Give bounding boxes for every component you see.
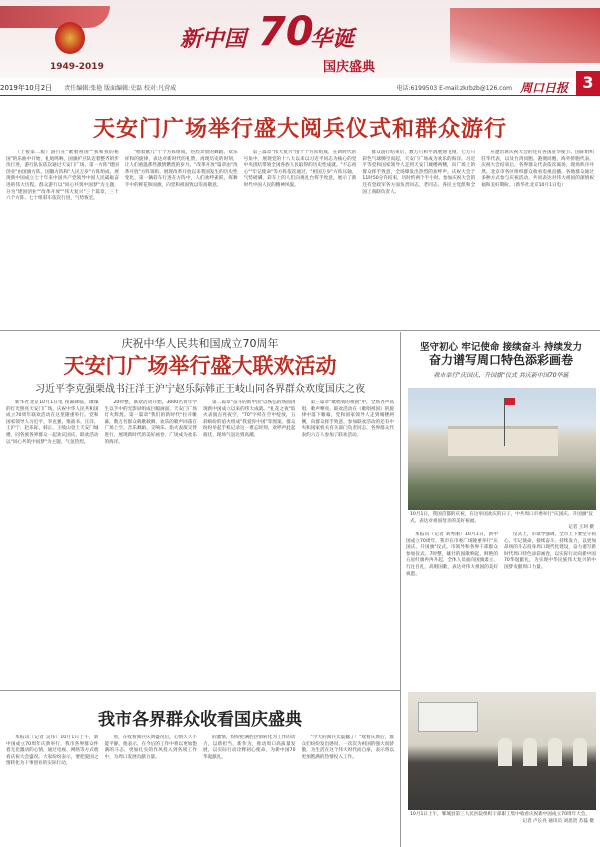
- page-number: 3: [576, 71, 600, 95]
- dateline: [0, 73, 600, 96]
- story4-column: 本报讯（记者 吴伟）10月1日上午，新中国成立70周年庆典举行，我市各界群众怀着无比激动的心情，通过电视、网络等方式收看庆祝大会盛况。大家纷纷表示，要把爱国之情转化为干事创业的实际行动。: [6, 735, 99, 767]
- story2-column: 20时整，联欢活动开始。3000名青年学生以手中的光影屏组成巨幅画面，天安门广场灯火辉煌。第一篇章"我们的新时代"拉开帷幕，数万名群众载歌载舞，欢乐的歌声回荡在广场上空。音乐舞蹈、交响乐、焰火表演交替进行，展现新时代的美好画卷，广场成为欢乐的海洋。: [104, 400, 197, 445]
- story1-column: 群众游行结束后，数万只和平鸽展翅飞翔，七万只彩色气球腾空而起，天安门广场成为欢乐的海洋。习近平等党和国家领导人走到天安门城楼两侧，向广场上的群众挥手致意，全场爆发出热烈的欢呼声。庆祝大会于11时50分许结束，历时约两个半小时。参加庆祝大会的还有党政军各方面负责同志，老同志，各民主党派和全国工商联负责人。: [362, 150, 476, 195]
- contact-info: 电话:6199503 E-mail:zkrbzb@126.com: [396, 85, 512, 92]
- banner-title-left: 新中国: [180, 27, 247, 52]
- story3-headline-line2: 奋力谱写周口特色添彩画卷: [428, 353, 573, 367]
- story4-column: 的激情，纷纷把满腔热情转化为工作的动力，以新担当、新作为，推动周口高质量发展，以实际行动诠释初心使命，为新中国70华诞献礼。: [203, 735, 296, 760]
- story3-subhead: 我市举行"庆国庆、升国旗"仪式 共庆新中国70华诞: [433, 372, 569, 379]
- story3-photo-caption: [410, 512, 594, 532]
- story1-column: 应邀出席庆祝大会的还有各国驻华使节、国际组织驻华代表，以及台湾同胞、港澳同胞、海外侨胞代表。庆祝大会结束后，各界群众代表依次离场，现场秩序井然。北京市各区组织群众收看电视直播，各地群众通过多种方式参与庆祝活动，共同表达对伟大祖国的深情祝福和美好期盼。（新华社北京10月1日电）: [481, 150, 594, 188]
- story2-column: 第三篇章"歌唱我的祖国"中，全场齐声高唱，歌声嘹亮。联欢活动在《歌唱祖国》的旋律中落下帷幕，党和国家领导人走到城楼两侧，向群众挥手致意。参加联欢活动的还有中央和国家机关有关部门负责同志，各界群众代表约六万人参加了联欢活动。: [301, 400, 394, 438]
- story2-column: 新华社北京10月1日电 夜幕降临，璀璨的灯光照亮天安门广场。庆祝中华人民共和国成立70周年联欢活动在这里隆重举行。党和国家领导人习近平、李克强、栗战书、汪洋、王沪宁、赵乐际、韩正、王岐山登上天安门城楼，同各族各界群众一起欢庆国庆。联欢活动以"同心共筑中国梦"为主题，气氛热烈。: [6, 400, 99, 445]
- story3-headline: [402, 342, 600, 366]
- flag-raising-photo: [408, 388, 596, 510]
- story3-body: [406, 532, 596, 687]
- masthead-banner: [0, 0, 600, 78]
- story4-photo-caption: [410, 812, 594, 825]
- story2-column: 第二篇章"奋斗的新中国"以恢弘的场面再现新中国成立以来的伟大成就。"礼花之夜"焰火表演点亮夜空，"70"字样在空中绽放，五彩缤纷的焰火组成"我爱你中国"等图案。群众纷纷举起手机记录这一难忘时刻，欢呼声此起彼伏，现场气氛达到高潮。: [203, 400, 296, 438]
- story3-headline-line1: 坚守初心 牢记使命 接续奋斗 持续发力: [420, 342, 582, 353]
- national-emblem-icon: [55, 22, 85, 54]
- tv-screen: [418, 702, 478, 732]
- divider: [0, 330, 600, 331]
- story2-subhead: 习近平李克强栗战书汪洋王沪宁赵乐际韩正王岐山同各界群众欢度国庆之夜: [35, 384, 365, 395]
- story2-headline: 天安门广场举行盛大联欢活动: [63, 354, 337, 378]
- story3-column: 本报讯（记者 刘秀丽）10月1日，新中国成立70周年，我市在市委广场隆重举行"庆国庆、升国旗"仪式。市领导和各界干部群众参加仪式。7时整，雄壮的国歌响起，鲜艳的五星红旗冉冉升起，全体人员面向国旗肃立，行注目礼，高唱国歌，表达对伟大祖国的美好祝愿。: [406, 532, 498, 577]
- section-title: 国庆盛典: [323, 60, 376, 75]
- story4-column: "今天的阅兵太震撼了！"收看庆典后，群众们纷纷发出感叹，一次次为祖国的强大而骄傲，为生活在这个伟大时代而自豪，表示将以更加饱满的热情投入工作。: [301, 735, 394, 760]
- years-label: 1949-2019: [50, 62, 104, 72]
- divider: [400, 332, 401, 847]
- viewing-ceremony-photo: [408, 692, 596, 810]
- story3-column: 仪式上，市领导强调，全市上下要坚守初心、牢记使命，接续奋斗、持续发力，以更加昂扬的斗志投身周口现代化建设，奋力谱写新时代周口特色添彩画卷，以实际行动向新中国70华诞献礼，为实现中华民族伟大复兴的中国梦贡献周口力量。: [504, 532, 596, 570]
- story1-column: （上接第二版）游行在"歌唱祖国""我和我的祖国"的乐曲中开始，礼炮鸣响，国旗护卫队迈着整齐的步伐行进，游行队伍依次通过天安门广场。第一方阵"建国创业"由国旗方阵、国徽方阵和"人民万岁"方阵组成，展现新中国成立七十年来中国共产党领导中国人民砥砺奋进的伟大历程。群众游行以"同心共筑中国梦"为主题，分为"建国创业""改革开放""伟大复兴"三个篇章，三十六个方阵、七十组彩车依次行进，气势恢宏。: [6, 150, 119, 202]
- story1-column: 第三篇章"伟大复兴"由十个方阵组成，在新时代的号角中，展现党的十八大以来以习近平同志为核心的党中央团结带领全国各族人民取得的历史性成就。"不忘初心""牢记使命"等方阵依次通过，"祖国万岁"方阵压轴，气势磅礴，彩车上的人们向观礼台挥手致意，展示了新时代中国人民的精神风貌。: [243, 150, 357, 188]
- photo-credit: 记者 卢长亮 通讯员 刘思贺 苏磊 摄: [522, 818, 594, 824]
- photo-credit: 记者 王珂 摄: [568, 525, 594, 530]
- story1-column: "唱着歌儿"十个方阵组成，热烈奔放的舞蹈、欢乐祥和的旋律，表达对新时代的礼赞，再现历史的时刻，让人们重温那些激情燃烧的岁月。"改革开放"篇章由"改革开放"方阵领衔，展现改革开放以来我国发生的历史性变化，第一辆彩车行进在方阵中，人们欢呼雀跃，挥舞手中的鲜花和国旗，向党和祖国致以崇高敬意。: [124, 150, 238, 188]
- issue-date: 2019年10月2日: [0, 83, 53, 92]
- red-ribbon-decoration: [0, 6, 110, 28]
- editor-credits: 责任编辑:张艳 版面编辑:史磊 校对:凡营威: [64, 85, 177, 92]
- flag-icon: [504, 398, 505, 446]
- national-flag-decoration: [450, 8, 600, 63]
- caption-text: 10月1日上午，郸城县第三人民医院组织干部职工集中收看庆祝新中国成立70周年大会。: [410, 812, 590, 817]
- divider: [0, 690, 400, 691]
- story2-body: [6, 400, 394, 685]
- caption-text: 10月1日，我国首都的庆祝，在这举国欢庆的日子，中共周口市委举行"庆国庆、升国旗"仪式，表达对祖国母亲的美好祝福。: [410, 512, 593, 524]
- story1-headline: 天安门广场举行盛大阅兵仪式和群众游行: [92, 117, 507, 142]
- banner-70-logo: 70: [258, 9, 314, 55]
- story4-body: [6, 735, 394, 845]
- newspaper-logo: 周口日报: [519, 81, 568, 95]
- banner-title-right: 华诞: [310, 27, 355, 52]
- story4-column: 看，在收看阅兵庆典盛况后，心情久久不能平静。他表示，在今后的工作中将以更加饱满的斗志、更加扎实的作风投入到各项工作中，为周口发展贡献力量。: [104, 735, 197, 760]
- story2-kicker: 庆祝中华人民共和国成立70周年: [121, 337, 279, 350]
- story1-body: [6, 150, 594, 326]
- story4-headline: 我市各界群众收看国庆盛典: [98, 710, 302, 730]
